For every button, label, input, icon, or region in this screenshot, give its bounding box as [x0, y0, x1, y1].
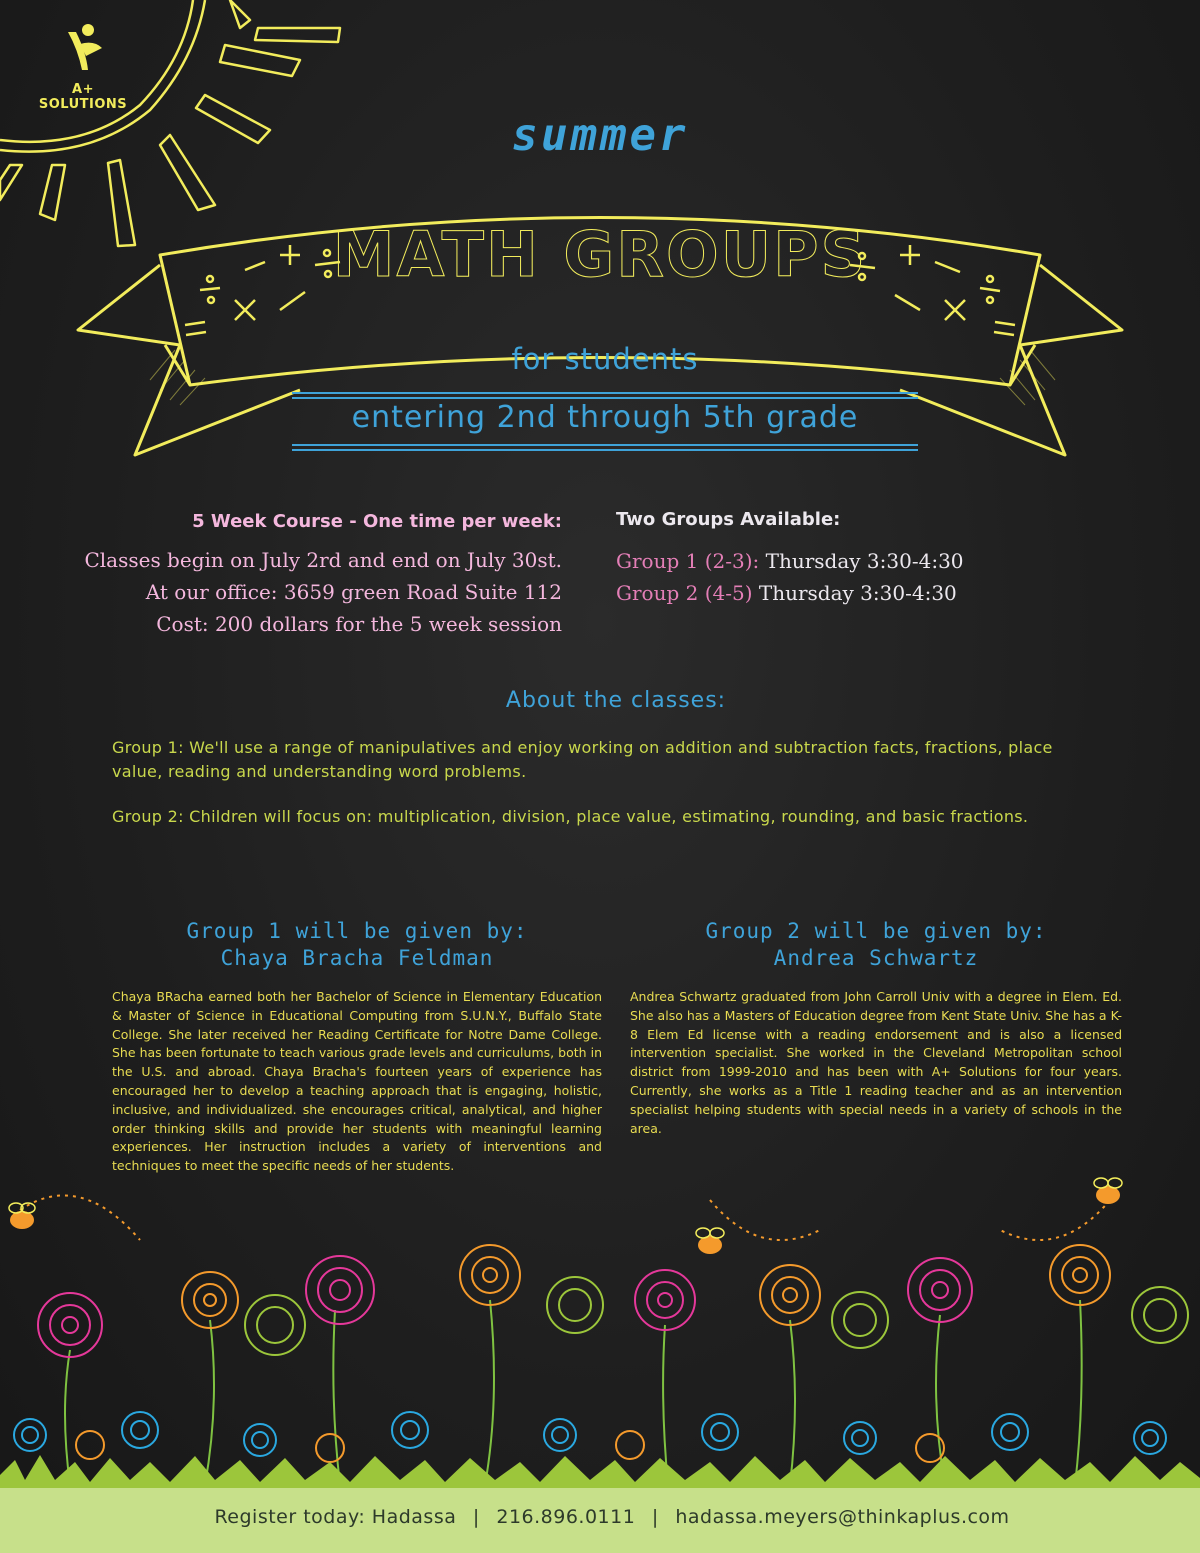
divider-line [292, 449, 918, 451]
course-dates: Classes begin on July 2rd and end on July 30st. [84, 548, 562, 572]
footer-separator: | [472, 1506, 480, 1528]
phone-number[interactable]: 216.896.0111 [496, 1506, 636, 1528]
group-label: Group 1 (2-3): [616, 549, 760, 573]
instructor-2-heading [630, 918, 1122, 972]
groups-heading: Two Groups Available: [616, 509, 841, 530]
instructor-1-name: Chaya Bracha Feldman [220, 946, 494, 970]
footer-separator: | [651, 1506, 659, 1528]
email-link[interactable]: hadassa.meyers@thinkaplus.com [675, 1506, 1010, 1528]
logo-text: A+ SOLUTIONS [38, 82, 128, 112]
about-group-1: Group 1: We'll use a range of manipulatives and enjoy working on addition and subtraction facts, fractions, place value, reading and understanding word problems. [112, 738, 1053, 781]
divider-line [292, 397, 918, 399]
grade-range: entering 2nd through 5th grade [351, 400, 859, 435]
group-label: Group 2 (4-5) [616, 581, 753, 605]
summer-kicker: summer [511, 110, 689, 161]
bee-icon [696, 1228, 724, 1254]
instructor-1-label: Group 1 will be given by: [186, 919, 528, 943]
divider-line [292, 444, 918, 446]
bee-icon [9, 1203, 35, 1229]
group-2-schedule [616, 581, 957, 605]
instructor-1-heading [112, 918, 602, 972]
bee-icon [1094, 1178, 1122, 1204]
course-location: At our office: 3659 green Road Suite 112 [145, 580, 562, 604]
about-heading: About the classes: [505, 688, 727, 713]
instructor-1-bio: Chaya BRacha earned both her Bachelor of Science in Elementary Education & Master of Science in Educational Computing from S.U.N.Y., Buffalo State College. She later received her Reading Certificate for Notre Dame College. She has been fortunate to teach various grade levels and curriculums, both in the U.S. and abroad. Chaya Bracha's fourteen years of experience has encouraged her to develop a teaching approach that is engaging, holistic, inclusive, and individualized. she encourages critical, analytical, and higher order thinking skills and provide her students with meaningful learning experiences. Her instruction includes a variety of interventions and techniques to meet the specific needs of her students. [112, 989, 602, 1174]
group-1-schedule [616, 549, 964, 573]
instructor-2-name: Andrea Schwartz [773, 946, 979, 970]
instructor-2-label: Group 2 will be given by: [705, 919, 1047, 943]
course-cost: Cost: 200 dollars for the 5 week session [156, 612, 562, 636]
register-text: Register today: Hadassa [214, 1506, 457, 1528]
page-title: MATH GROUPS [332, 218, 868, 291]
course-heading: 5 Week Course - One time per week: [192, 511, 562, 532]
subtitle: for students [511, 342, 699, 376]
divider-line [292, 392, 918, 394]
flower-garden-illustration [0, 1150, 1200, 1495]
about-group-2: Group 2: Children will focus on: multiplication, division, place value, estimating, rounding, and basic fractions. [112, 807, 1029, 826]
group-time: Thursday 3:30-4:30 [765, 549, 964, 573]
instructor-2-bio: Andrea Schwartz graduated from John Carroll Univ with a degree in Elem. Ed. She also has a Masters of Education degree from Kent State Univ. She has a K-8 Elem Ed license with a reading endorsement and is also a licensed intervention specialist. She worked in the Cleveland Metropolitan school district from 1999-2010 and has been with A+ Solutions for four years. Currently, she works as a Title 1 reading teacher and as an intervention specialist helping students with special needs in a variety of schools in the area. [630, 989, 1122, 1136]
group-time: Thursday 3:30-4:30 [758, 581, 957, 605]
footer-contact [0, 1506, 1200, 1528]
